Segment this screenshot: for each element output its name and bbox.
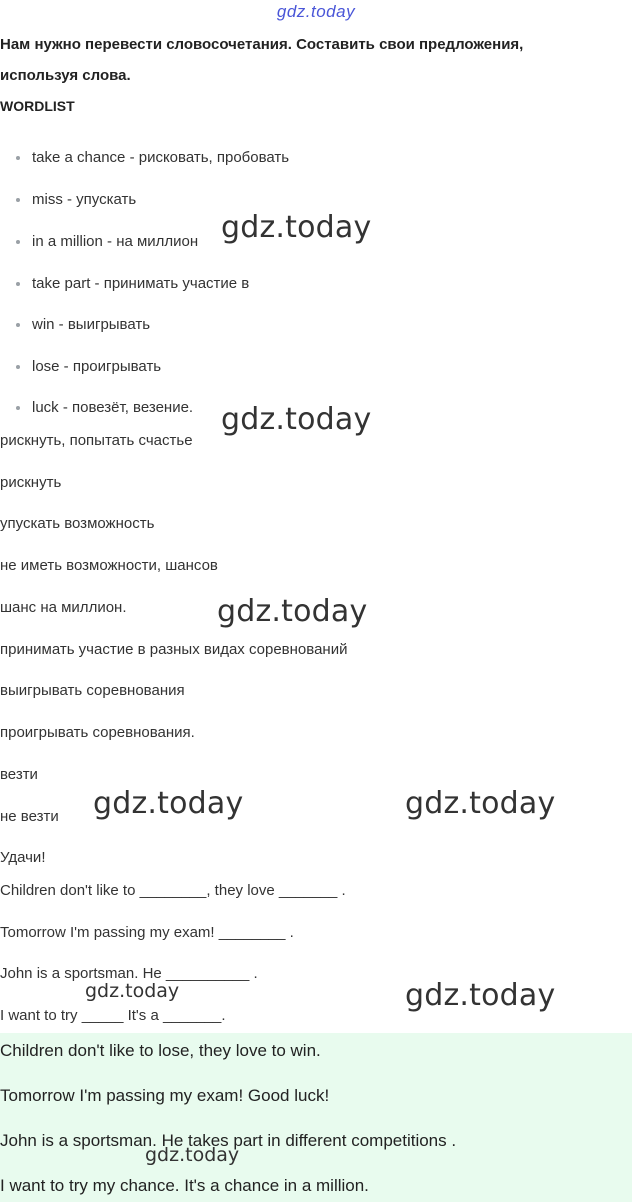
bullet-icon (16, 156, 20, 160)
phrase-line: упускать возможность (0, 515, 155, 532)
exercise-line: John is a sportsman. He __________ . (0, 965, 258, 982)
list-item (16, 191, 136, 208)
answer-line: I want to try my chance. It's a chance in a million. (0, 1176, 369, 1195)
list-item-text: take a chance - рисковать, пробовать (32, 149, 290, 166)
list-item (16, 275, 249, 292)
list-item-text: take part - принимать участие в (32, 275, 250, 292)
phrase-line: проигрывать соревнования. (0, 724, 195, 741)
list-item (16, 358, 161, 375)
watermark: gdz.today (93, 786, 244, 821)
bullet-icon (16, 282, 20, 286)
watermark: gdz.today (217, 594, 368, 629)
exercise-line: I want to try _____ It's a _______. (0, 1007, 226, 1024)
phrase-line: не везти (0, 808, 59, 825)
watermark: gdz.today (221, 402, 372, 437)
site-logo[interactable]: gdz.today (276, 2, 356, 21)
watermark: gdz.today (85, 980, 180, 1002)
list-item-text: luck - повезёт, везение. (32, 399, 194, 416)
intro-line-1: Нам нужно перевести словосочетания. Составить свои предложения, (0, 36, 524, 53)
answer-line: Children don't like to lose, they love to win. (0, 1041, 321, 1060)
bullet-icon (16, 198, 20, 202)
list-item (16, 233, 198, 250)
list-item (16, 316, 150, 333)
list-item-text: in a million - на миллион (32, 233, 199, 250)
answer-line: John is a sportsman. He takes part in different competitions . (0, 1131, 457, 1150)
bullet-icon (16, 323, 20, 327)
phrase-line: шанс на миллион. (0, 599, 127, 616)
phrase-line: рискнуть (0, 474, 62, 491)
intro-line-2: используя слова. (0, 67, 131, 84)
phrase-line: не иметь возможности, шансов (0, 557, 218, 574)
watermark: gdz.today (145, 1144, 240, 1166)
bullet-icon (16, 406, 20, 410)
watermark: gdz.today (405, 786, 556, 821)
list-item-text: miss - упускать (32, 191, 137, 208)
phrase-line: Удачи! (0, 849, 46, 866)
exercise-line: Children don't like to ________, they love _______ . (0, 882, 346, 899)
watermark: gdz.today (405, 978, 556, 1013)
watermark: gdz.today (221, 210, 372, 245)
exercise-line: Tomorrow I'm passing my exam! ________ . (0, 924, 294, 941)
bullet-icon (16, 240, 20, 244)
list-item (16, 399, 193, 416)
wordlist-title: WORDLIST (0, 98, 75, 114)
phrase-line: принимать участие в разных видах соревнований (0, 641, 348, 658)
list-item-text: lose - проигрывать (32, 358, 162, 375)
phrase-line: рискнуть, попытать счастье (0, 432, 193, 449)
list-item-text: win - выигрывать (32, 316, 151, 333)
phrase-line: выигрывать соревнования (0, 682, 185, 699)
bullet-icon (16, 365, 20, 369)
answer-line: Tomorrow I'm passing my exam! Good luck! (0, 1086, 330, 1105)
phrase-line: везти (0, 766, 38, 783)
list-item (16, 149, 289, 166)
